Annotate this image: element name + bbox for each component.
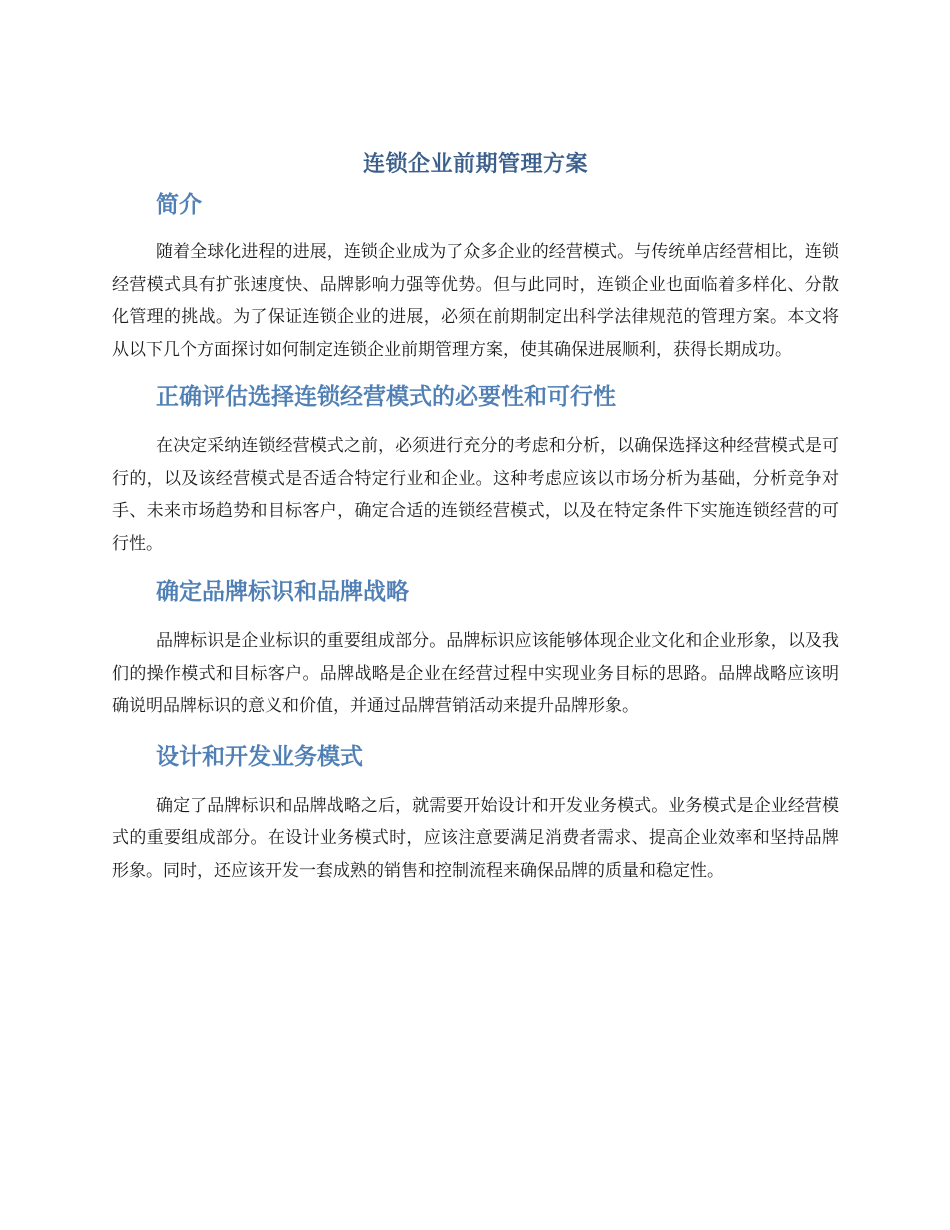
section-paragraph-introduction: 随着全球化进程的进展，连锁企业成为了众多企业的经营模式。与传统单店经营相比，连锁经营模式具有扩张速度快、品牌影响力强等优势。但与此同时，连锁企业也面临着多样化、分散化管理的挑战。为了保证连锁企业的进展，必须在前期制定出科学法律规范的管理方案。本文将从以下几个方面探讨如何制定连锁企业前期管理方案，使其确保进展顺利，获得长期成功。 bbox=[112, 242, 839, 360]
document-page bbox=[112, 148, 839, 887]
section-paragraph-business-model: 确定了品牌标识和品牌战略之后，就需要开始设计和开发业务模式。业务模式是企业经营模式的重要组成部分。在设计业务模式时，应该注意要满足消费者需求、提高企业效率和坚持品牌形象。同时，还应该开发一套成熟的销售和控制流程来确保品牌的质量和稳定性。 bbox=[112, 795, 839, 881]
document-title: 连锁企业前期管理方案 bbox=[362, 152, 588, 177]
section-heading-introduction: 简介 bbox=[156, 192, 202, 218]
section-heading-evaluate-model: 正确评估选择连锁经营模式的必要性和可行性 bbox=[156, 384, 616, 410]
section-heading-brand-strategy: 确定品牌标识和品牌战略 bbox=[156, 579, 409, 605]
section-paragraph-evaluate-model: 在决定采纳连锁经营模式之前，必须进行充分的考虑和分析，以确保选择这种经营模式是可行的，以及该经营模式是否适合特定行业和企业。这种考虑应该以市场分析为基础，分析竞争对手、未来市场趋势和目标客户，确定合适的连锁经营模式，以及在特定条件下实施连锁经营的可行性。 bbox=[112, 436, 839, 554]
section-paragraph-brand-strategy: 品牌标识是企业标识的重要组成部分。品牌标识应该能够体现企业文化和企业形象，以及我们的操作模式和目标客户。品牌战略是企业在经营过程中实现业务目标的思路。品牌战略应该明确说明品牌标识的意义和价值，并通过品牌营销活动来提升品牌形象。 bbox=[112, 631, 839, 716]
section-heading-business-model: 设计和开发业务模式 bbox=[156, 743, 363, 770]
